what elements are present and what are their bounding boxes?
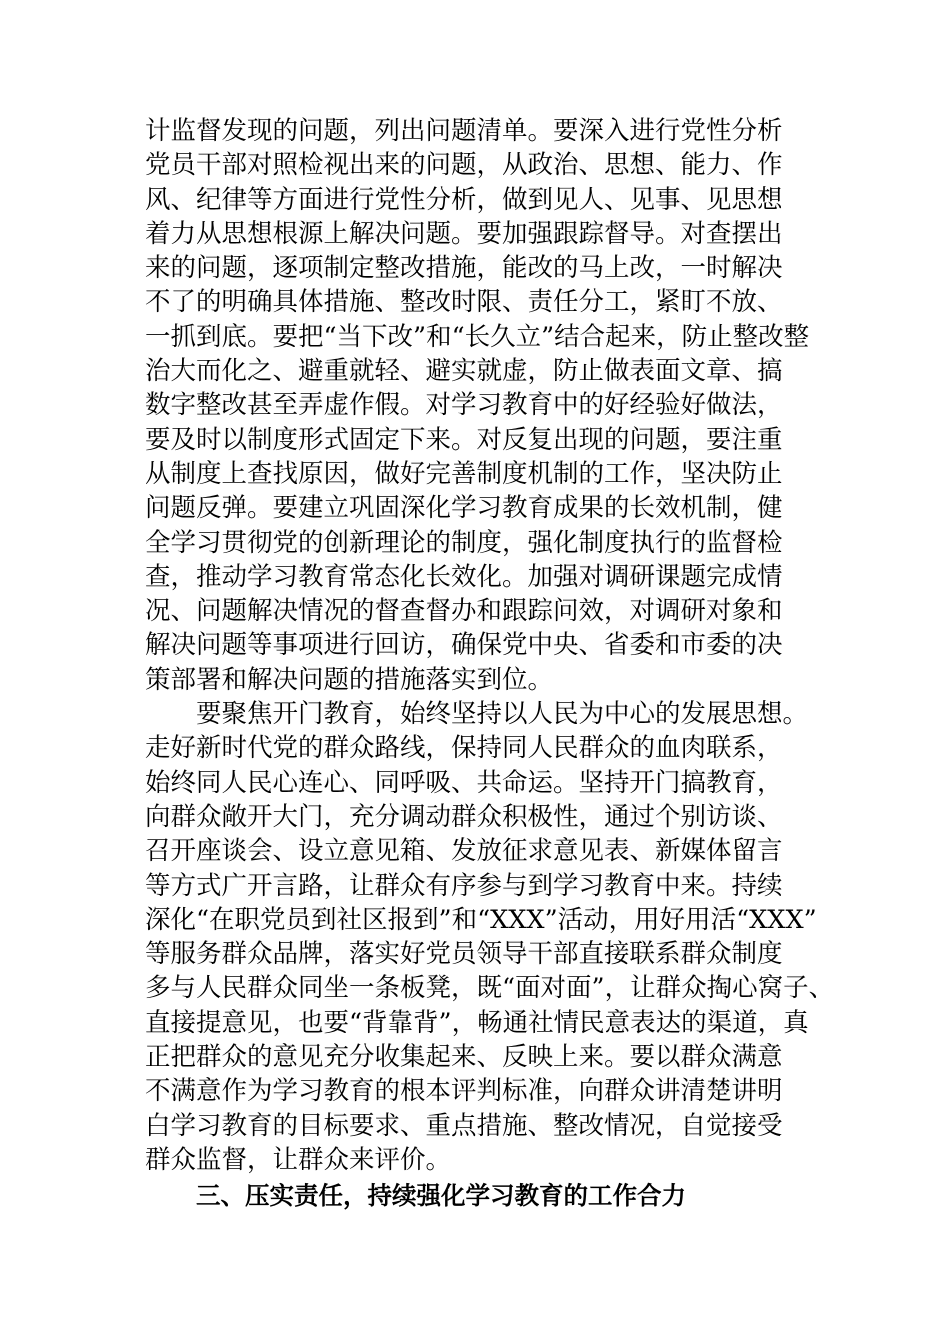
text-line: 群众监督，让群众来评价。 bbox=[145, 1144, 452, 1175]
text-line: 正把群众的意见充分收集起来、反映上来。要以群众满意 bbox=[145, 1042, 783, 1073]
body-text bbox=[145, 114, 845, 1214]
text-line: 策部署和解决问题的措施落实到位。 bbox=[145, 664, 554, 695]
text-line: 全学习贯彻党的创新理论的制度，强化制度执行的监督检 bbox=[145, 527, 783, 558]
text-line: 等方式广开言路，让群众有序参与到学习教育中来。持续 bbox=[145, 870, 783, 901]
text-line: 查，推动学习教育常态化长效化。加强对调研课题完成情 bbox=[145, 561, 783, 592]
text-line: 向群众敞开大门，充分调动群众积极性，通过个别访谈、 bbox=[145, 801, 783, 832]
text-line: 要及时以制度形式固定下来。对反复出现的问题，要注重 bbox=[145, 424, 783, 455]
text-line: 一抓到底。要把“当下改”和“长久立”结合起来，防止整改整 bbox=[145, 321, 810, 352]
text-line: 况、问题解决情况的督查督办和跟踪问效，对调研对象和 bbox=[145, 596, 783, 627]
text-line: 解决问题等事项进行回访，确保党中央、省委和市委的决 bbox=[145, 630, 783, 661]
text-line: 问题反弹。要建立巩固深化学习教育成果的长效机制，健 bbox=[145, 493, 783, 524]
text-line: 直接提意见，也要“背靠背”，畅通社情民意表达的渠道，真 bbox=[145, 1007, 809, 1038]
text-line: 着力从思想根源上解决问题。要加强跟踪督导。对查摆出 bbox=[145, 218, 783, 249]
text-line: 数字整改甚至弄虚作假。对学习教育中的好经验好做法， bbox=[145, 390, 783, 421]
text-line: 召开座谈会、设立意见箱、发放征求意见表、新媒体留言 bbox=[145, 836, 783, 867]
text-line: 不满意作为学习教育的根本评判标准，向群众讲清楚讲明 bbox=[145, 1076, 783, 1107]
text-line: 多与人民群众同坐一条板凳，既“面对面”，让群众掏心窝子、 bbox=[145, 973, 835, 1004]
text-line: 始终同人民心连心、同呼吸、共命运。坚持开门搞教育， bbox=[145, 767, 783, 798]
text-line: 来的问题，逐项制定整改措施，能改的马上改，一时解决 bbox=[145, 253, 783, 284]
text-line: 等服务群众品牌，落实好党员领导干部直接联系群众制度 bbox=[145, 939, 783, 970]
text-line: 治大而化之、避重就轻、避实就虚，防止做表面文章、搞 bbox=[145, 356, 783, 387]
paragraph-start-line: 要聚焦开门教育，始终坚持以人民为中心的发展思想。 bbox=[196, 699, 809, 730]
section-heading: 三、压实责任，持续强化学习教育的工作合力 bbox=[196, 1181, 686, 1211]
text-line: 深化“在职党员到社区报到”和“XXX”活动，用好用活“XXX” bbox=[145, 904, 817, 935]
text-line: 走好新时代党的群众路线，保持同人民群众的血肉联系， bbox=[145, 733, 783, 764]
text-line: 计监督发现的问题，列出问题清单。要深入进行党性分析 bbox=[145, 116, 783, 146]
text-line: 白学习教育的目标要求、重点措施、整改情况，自觉接受 bbox=[145, 1110, 783, 1141]
text-line: 从制度上查找原因，做好完善制度机制的工作，坚决防止 bbox=[145, 458, 783, 489]
text-line: 风、纪律等方面进行党性分析，做到见人、见事、见思想 bbox=[145, 184, 783, 215]
text-line: 不了的明确具体措施、整改时限、责任分工，紧盯不放、 bbox=[145, 287, 783, 318]
text-line: 党员干部对照检视出来的问题，从政治、思想、能力、作 bbox=[145, 150, 783, 181]
